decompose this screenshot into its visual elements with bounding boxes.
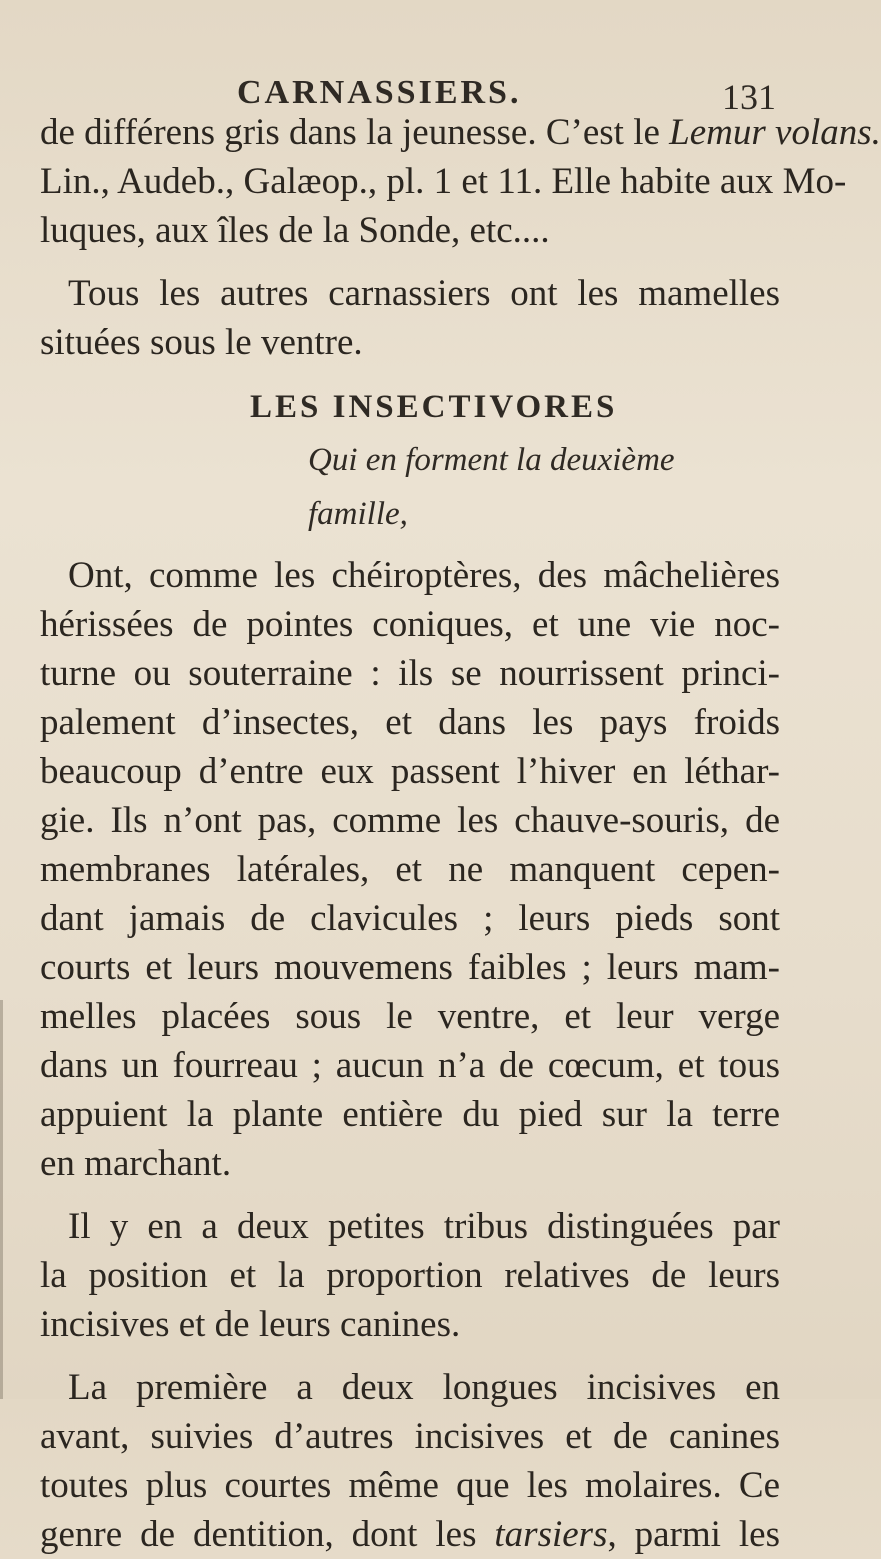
text-line: hérissées de pointes coniques, et une vie noc- [40,604,780,645]
page-edge [0,1000,3,1399]
text-line: palement d’insectes, et dans les pays froids [40,702,780,743]
text-line: toutes plus courtes même que les molaires. Ce [40,1465,780,1506]
genus-name: tarsiers [494,1514,608,1555]
text-line-content: genre de dentition, dont les [40,1514,495,1555]
text-line [40,108,881,157]
text-line: gie. Ils n’ont pas, comme les chauve-souris, de [40,800,780,841]
text-line: Tous les autres carnassiers ont les mamelles [68,273,780,314]
text-line: beaucoup d’entre eux passent l’hiver en léthar- [40,751,780,792]
text-line-content: de différens gris dans la jeunesse. C’est le [40,112,670,153]
text-line: membranes latérales, et ne manquent cepen- [40,849,780,890]
text-line: melles placées sous le ventre, et leur verge [40,996,780,1037]
text-line: en marchant. [40,1143,232,1184]
text-line: courts et leurs mouvemens faibles ; leurs mam- [40,947,780,988]
text-line: luques, aux îles de la Sonde, etc.... [40,210,550,251]
text-line: Ont, comme les chéiroptères, des mâchelières [68,555,780,596]
text-line: avant, suivies d’autres incisives et de canines [40,1416,780,1457]
text-line: la position et la proportion relatives de leurs [40,1255,780,1296]
text-line: Lin., Audeb., Galæop., pl. 1 et 11. Elle habite aux Mo- [40,161,847,202]
section-title: LES INSECTIVORES [250,389,618,425]
text-line: La première a deux longues incisives en [68,1367,780,1408]
text-line: incisives et de leurs canines. [40,1304,461,1345]
page-number: 131 [722,77,776,117]
text-line [40,1510,780,1559]
text-line: appuient la plante entière du pied sur la terre [40,1094,780,1135]
text-line: Il y en a deux petites tribus distinguées par [68,1206,780,1247]
running-title: CARNASSIERS. [237,74,522,111]
text-line: dant jamais de clavicules ; leurs pieds sont [40,898,780,939]
text-line: situées sous le ventre. [40,322,363,363]
species-name: Lemur volans. [669,112,881,153]
text-block [40,108,881,1559]
text-line: turne ou souterraine : ils se nourrissent princi- [40,653,780,694]
section-subtitle: Qui en forment la deuxième famille, [308,442,675,532]
text-line-content: , parmi les [607,1514,780,1555]
text-line: dans un fourreau ; aucun n’a de cœcum, et tous [40,1045,780,1086]
